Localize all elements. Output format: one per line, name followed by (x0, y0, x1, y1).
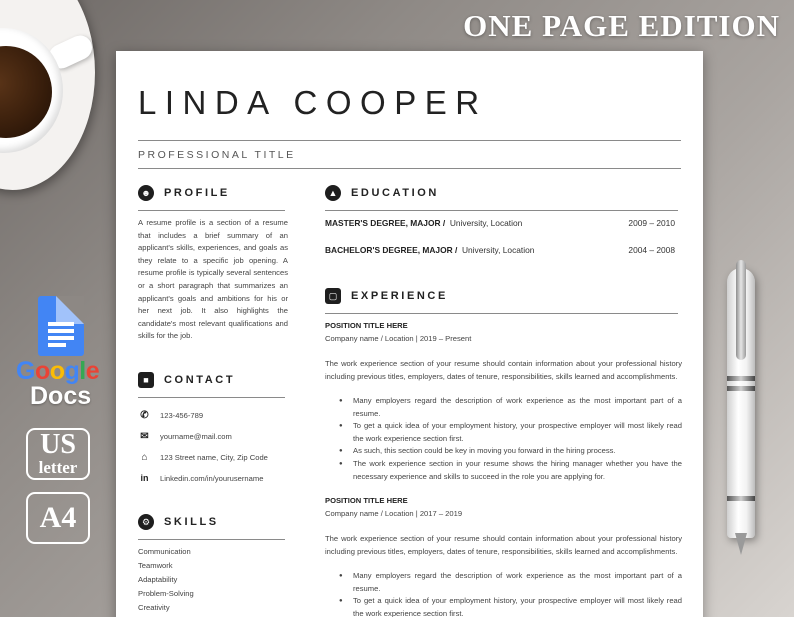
docs-label: Docs (30, 382, 92, 410)
a4-badge: A4 (26, 492, 90, 544)
contact-header (138, 372, 235, 388)
divider (138, 397, 285, 398)
job-summary: The work experience section of your resume should contain information about your professional history including previous titles, employers, dates of tenure, responsibilities, skills learned and accomplishments. (325, 534, 682, 556)
contact-heading: CONTACT (164, 374, 236, 386)
education-heading: EDUCATION (351, 187, 439, 199)
gear-icon: ⚙ (138, 514, 154, 530)
profile-header (138, 185, 230, 201)
us-label: US (40, 429, 76, 460)
contact-card-icon: ■ (138, 372, 154, 388)
linkedin-icon: in (140, 473, 149, 483)
edition-banner: ONE PAGE EDITION (463, 8, 780, 43)
divider (325, 313, 678, 314)
contact-linkedin: in Linkedin.com/in/yourusername (138, 473, 263, 483)
job-title: POSITION TITLE HERE (325, 321, 408, 330)
list-item: ● To get a quick idea of your employment history, your prospective employer will most likely read the work experience section first. (325, 595, 682, 617)
job-company: Company name / Location | 2017 – 2019 (325, 509, 463, 518)
divider (138, 140, 681, 141)
divider (325, 210, 678, 211)
list-item: ● The work experience section in your resume shows the hiring manager whether you have the necessary experience and skills to succeed in the role you are applying for. (325, 458, 682, 483)
list-item: ● Many employers regard the description of work experience as the most important part of a resume. (325, 570, 682, 595)
resume-name: LINDA COOPER (138, 84, 488, 121)
google-wordmark: Google (16, 357, 100, 385)
contact-phone: ✆ 123-456-789 (138, 410, 203, 421)
mail-icon: ✉ (140, 431, 149, 442)
pen (727, 268, 755, 538)
letter-label: letter (38, 458, 78, 477)
profile-text: A resume profile is a section of a resume that includes a brief summary of an applicant's skills, experiences, and goals as they relate to a specific job opening. A resume profile is typically several sentences or a short paragraph that summarizes an applicant's goals and ambitions for his or her next job. It also highlights the candidate's most relevant qualifications and skills for the job. (138, 218, 288, 341)
divider (138, 210, 285, 211)
list-item: ● To get a quick idea of your employment history, your prospective employer will most likely read the work experience section first. (325, 420, 682, 445)
briefcase-icon: ▢ (325, 288, 341, 304)
job-company: Company name / Location | 2019 – Present (325, 334, 472, 343)
divider (138, 168, 681, 169)
skill-item: Problem-Solving (138, 589, 194, 598)
education-item: BACHELOR'S DEGREE, MAJOR / University, Location 2004 – 2008 (325, 245, 675, 255)
us-letter-badge (26, 428, 90, 480)
skill-item: Teamwork (138, 561, 173, 570)
contact-email: ✉ yourname@mail.com (138, 431, 232, 442)
skills-heading: SKILLS (164, 516, 219, 528)
list-item: ● As such, this section could be key in moving you forward in the hiring process. (325, 445, 682, 458)
divider (138, 539, 285, 540)
job-summary: The work experience section of your resume should contain information about your professional history including previous titles, employers, dates of tenure, responsibilities, skills learned and accomplishments. (325, 359, 682, 381)
education-item: MASTER'S DEGREE, MAJOR / University, Location 2009 – 2010 (325, 218, 675, 228)
resume-page (116, 51, 703, 617)
job-title: POSITION TITLE HERE (325, 496, 408, 505)
job-bullets (325, 395, 682, 483)
pen-tip (735, 533, 747, 555)
skill-item: Communication (138, 547, 191, 556)
experience-header (325, 288, 448, 304)
graduation-cap-icon: ▲ (325, 185, 341, 201)
contact-address: ⌂ 123 Street name, City, Zip Code (138, 452, 268, 463)
pen-clip (736, 260, 746, 360)
professional-title: PROFESSIONAL TITLE (138, 149, 296, 161)
person-icon: ☻ (138, 185, 154, 201)
skills-header (138, 514, 219, 530)
skill-item: Creativity (138, 603, 170, 612)
profile-heading: PROFILE (164, 187, 230, 199)
experience-heading: EXPERIENCE (351, 290, 448, 302)
education-header (325, 185, 439, 201)
phone-icon: ✆ (140, 410, 149, 421)
list-item: ● Many employers regard the description of work experience as the most important part of a resume. (325, 395, 682, 420)
skill-item: Adaptability (138, 575, 178, 584)
home-icon: ⌂ (141, 452, 148, 463)
google-docs-icon (38, 296, 84, 356)
job-bullets (325, 570, 682, 617)
